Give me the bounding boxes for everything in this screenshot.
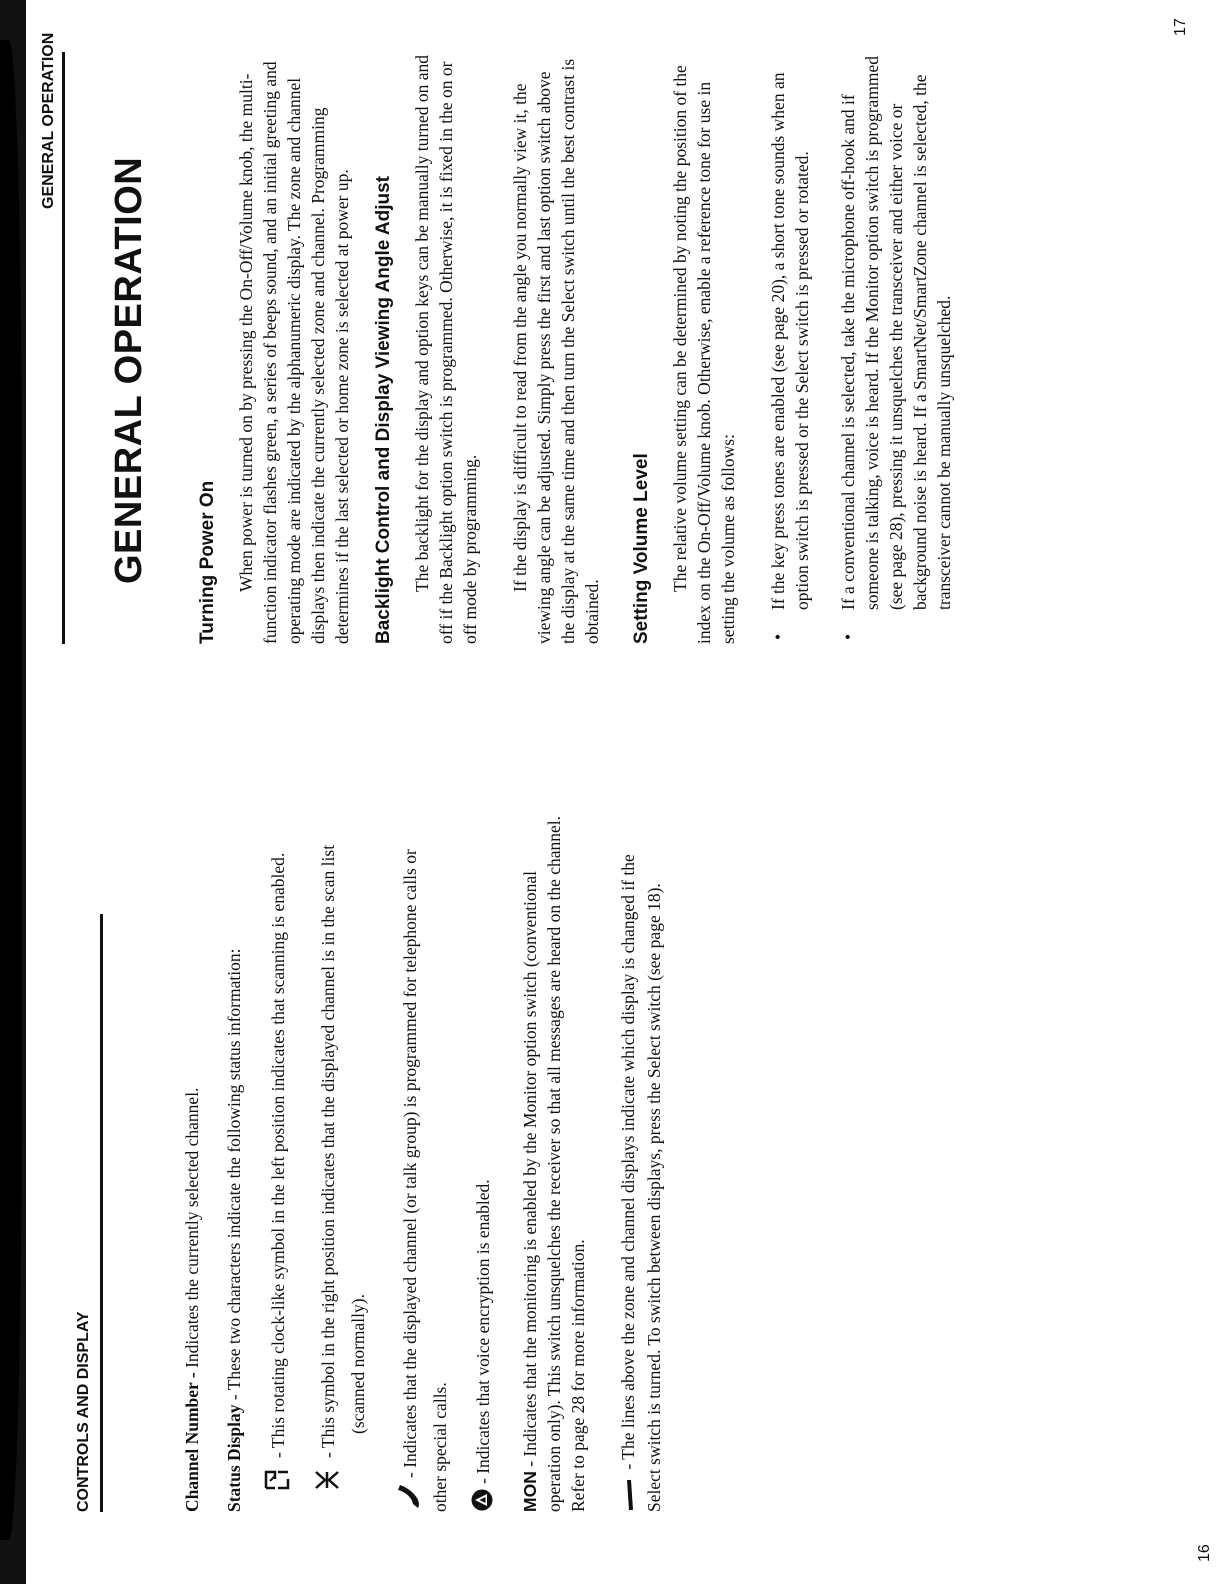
mon-paragraph [518,812,590,1512]
channel-number-paragraph [180,812,204,1512]
scan-symbol-paragraph [264,812,296,1462]
mon-term: MON [520,1471,540,1512]
right-page-content [196,54,956,644]
encryption-symbol-paragraph [470,812,500,1512]
volume-paragraph: The relative volume setting can be determined by noting the position of the index on the On-Off/Volume knob. Otherwise, enable a reference tone for use in setting the volume as follows: [670,65,738,644]
right-page-number: 17 [1172,18,1189,36]
volume-bullet-2 [836,54,956,644]
phone-symbol-paragraph [396,812,452,1512]
encryption-symbol-text: - Indicates that voice encryption is enabled. [473,1179,494,1484]
left-header-rule [100,914,103,1512]
status-display-paragraph [222,812,246,1512]
scanlist-symbol-paragraph [314,812,370,1462]
backlight-paragraph-1: The backlight for the display and option keys can be manually turned on and off if the Backlight option switch is programmed. Otherwise, it is fixed in the on or off mode by programming. [412,54,480,644]
select-lines-paragraph [616,812,666,1512]
chapter-title: GENERAL OPERATION [108,156,150,584]
turning-power-on-text: When power is turned on by pressing the On-Off/Volume knob, the multi-function indicator flashes green, a series of beeps sound, and an initial greeting and operating mode are indicated by the alphanumeric display. The zone and channel displays then indicate the currently selected zone and channel. Programming determines if the last selected or home zone is selected at power up. [236,61,352,644]
encryption-icon [470,1488,500,1512]
left-page-number: 16 [1196,1544,1213,1562]
volume-heading: Setting Volume Level [631,453,652,644]
select-lines-text: - The lines above the zone and channel displays indicate which display is changed if the Select switch is turned. To switch between displays, press the Select switch (see page 18). [618,854,664,1512]
volume-bullet-1-text: If the key press tones are enabled (see page 20), a short tone sounds when an option switch is pressed or the Select switch is pressed or rotated. [768,72,812,610]
channel-number-text: Indicates the currently selected channel. [182,1087,202,1373]
telephone-icon [396,1482,428,1512]
phone-symbol-text: - Indicates that the displayed channel (or talk group) is programmed for telephone calls or other special calls. [400,849,450,1512]
channel-number-term: Channel Number - [182,1372,202,1512]
bullet-dot: • [768,633,788,640]
right-header-rule [62,52,65,644]
select-lines-icon [618,1478,642,1512]
backlight-paragraph-2: If the display is difficult to read from the angle you normally view it, the viewing angle can be adjusted. Simply press the first and last option switch above the display at the same time and then turn the Select switch until the best contrast is obtained. [510,58,602,644]
bullet-dot: • [838,633,858,640]
status-display-term: Status Display [224,1404,244,1512]
mon-text: - Indicates that the monitoring is enabled by the Monitor option switch (conventional operation only). This switch unsquelches the receiver so that all messages are heard on the channel. Refer to page 28 for more information. [520,815,588,1512]
left-page-header: CONTROLS AND DISPLAY [75,1311,92,1512]
status-display-text: - These two characters indicate the following status information: [224,948,244,1405]
chapter-title-wrap [108,157,151,584]
volume-bullet-2-text: If a conventional channel is selected, take the microphone off-hook and if someone is talking, voice is heard. If the Monitor option switch is programmed (see page 28), pressing it unsquelches the transceiver and either voice or background noise is heard. If a SmartNet/SmartZone channel is selected, the transceiver cannot be manually unsquelched. [838,55,954,610]
scan-symbol-text: - This rotating clock-like symbol in the left position indicates that scanning is enabled. [268,852,289,1458]
turning-power-on-heading: Turning Power On [197,480,218,644]
scanlist-symbol-text: - This symbol in the right position indicates that the displayed channel is in the scan list (scanned normally). [318,844,368,1458]
right-page-header: GENERAL OPERATION [40,32,57,209]
backlight-heading: Backlight Control and Display Viewing Angle Adjust [373,175,394,644]
left-page-content [180,812,684,1512]
volume-bullet-1 [766,54,814,644]
